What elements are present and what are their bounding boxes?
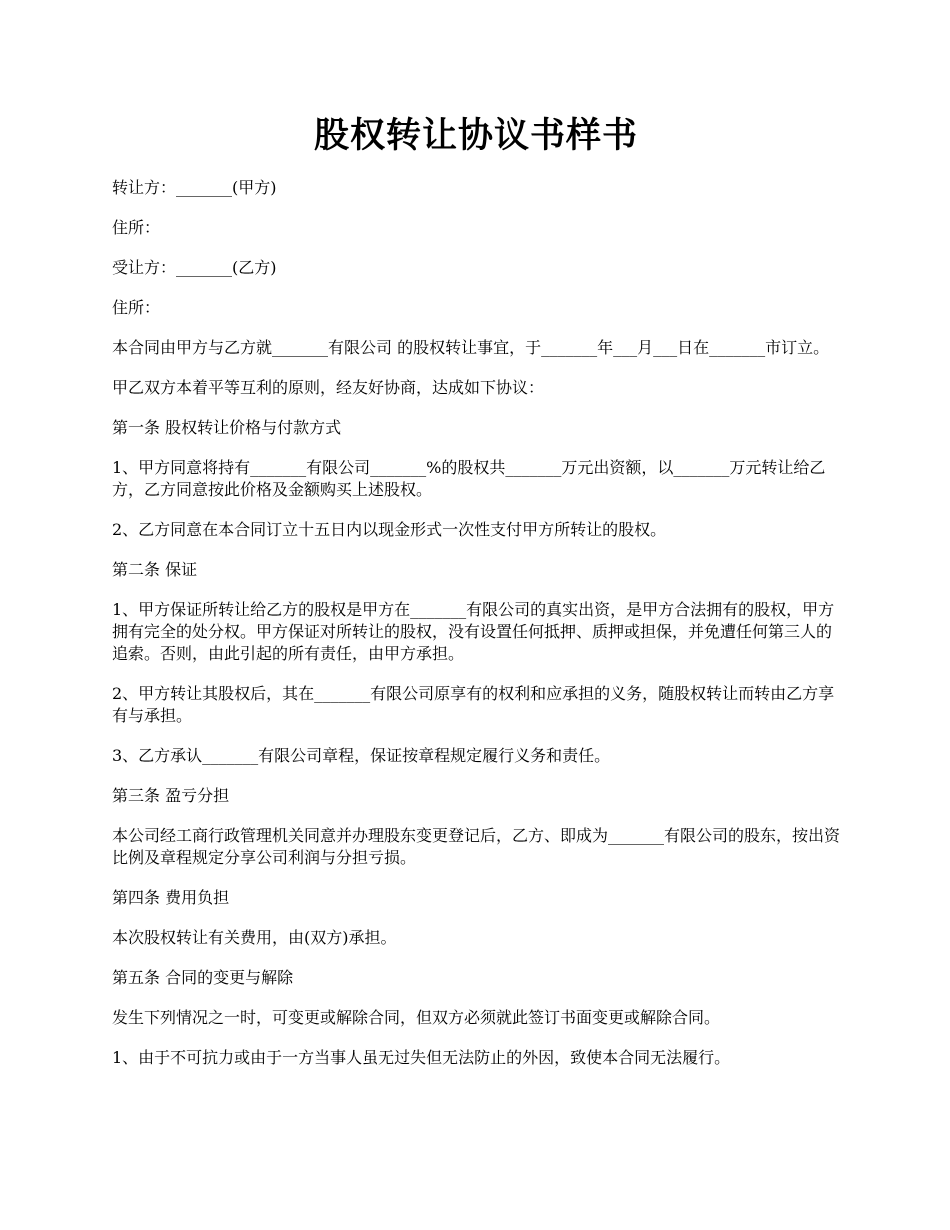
- party-a-address: 住所：: [112, 218, 161, 237]
- article-2-heading: 第二条 保证: [112, 560, 198, 579]
- article-4-heading: 第四条 费用负担: [112, 888, 230, 907]
- document-title: 股权转让协议书样书: [313, 115, 638, 156]
- article-1-clause-2: 2、乙方同意在本合同订立十五日内以现金形式一次性支付甲方所转让的股权。: [112, 520, 667, 539]
- document-page: [112, 112, 840, 1087]
- agreement-statement: 甲乙双方本着平等互利的原则，经友好协商，达成如下协议：: [112, 378, 545, 397]
- party-a-line: 转让方：_______(甲方): [112, 178, 277, 197]
- article-2-clause-1: 1、甲方保证所转让给乙方的股权是甲方在_______有限公司的真实出资，是甲方合法拥有的股权，甲方拥有完全的处分权。甲方保证对所转让的股权，没有设置任何抵押、质押或担保，并免遭任何第三人的追索。否则，由此引起的所有责任，由甲方承担。: [112, 600, 835, 663]
- article-3-heading: 第三条 盈亏分担: [112, 786, 230, 805]
- article-5-heading: 第五条 合同的变更与解除: [112, 968, 294, 987]
- contract-intro: 本合同由甲方与乙方就_______有限公司 的股权转让事宜，于_______年___月___日在_______市订立。: [112, 338, 830, 357]
- article-2-clause-3: 3、乙方承认_______有限公司章程，保证按章程规定履行义务和责任。: [112, 746, 611, 765]
- party-b-line: 受让方：_______(乙方): [112, 258, 277, 277]
- article-4-body: 本次股权转让有关费用，由(双方)承担。: [112, 928, 397, 947]
- article-5-clause-1: 1、由于不可抗力或由于一方当事人虽无过失但无法防止的外因，致使本合同无法履行。: [112, 1048, 731, 1067]
- article-5-body: 发生下列情况之一时，可变更或解除合同，但双方必须就此签订书面变更或解除合同。: [112, 1008, 721, 1027]
- article-3-body: 本公司经工商行政管理机关同意并办理股东变更登记后，乙方、即成为_______有限公司的股东，按出资比例及章程规定分享公司利润与分担亏损。: [112, 826, 841, 867]
- article-1-heading: 第一条 股权转让价格与付款方式: [112, 418, 342, 437]
- article-1-clause-1: 1、甲方同意将持有_______有限公司_______%的股权共_______万元出资额，以_______万元转让给乙方，乙方同意按此价格及金额购买上述股权。: [112, 458, 826, 499]
- party-b-address: 住所：: [112, 298, 161, 317]
- article-2-clause-2: 2、甲方转让其股权后，其在_______有限公司原享有的权利和应承担的义务，随股权转让而转由乙方享有与承担。: [112, 684, 835, 725]
